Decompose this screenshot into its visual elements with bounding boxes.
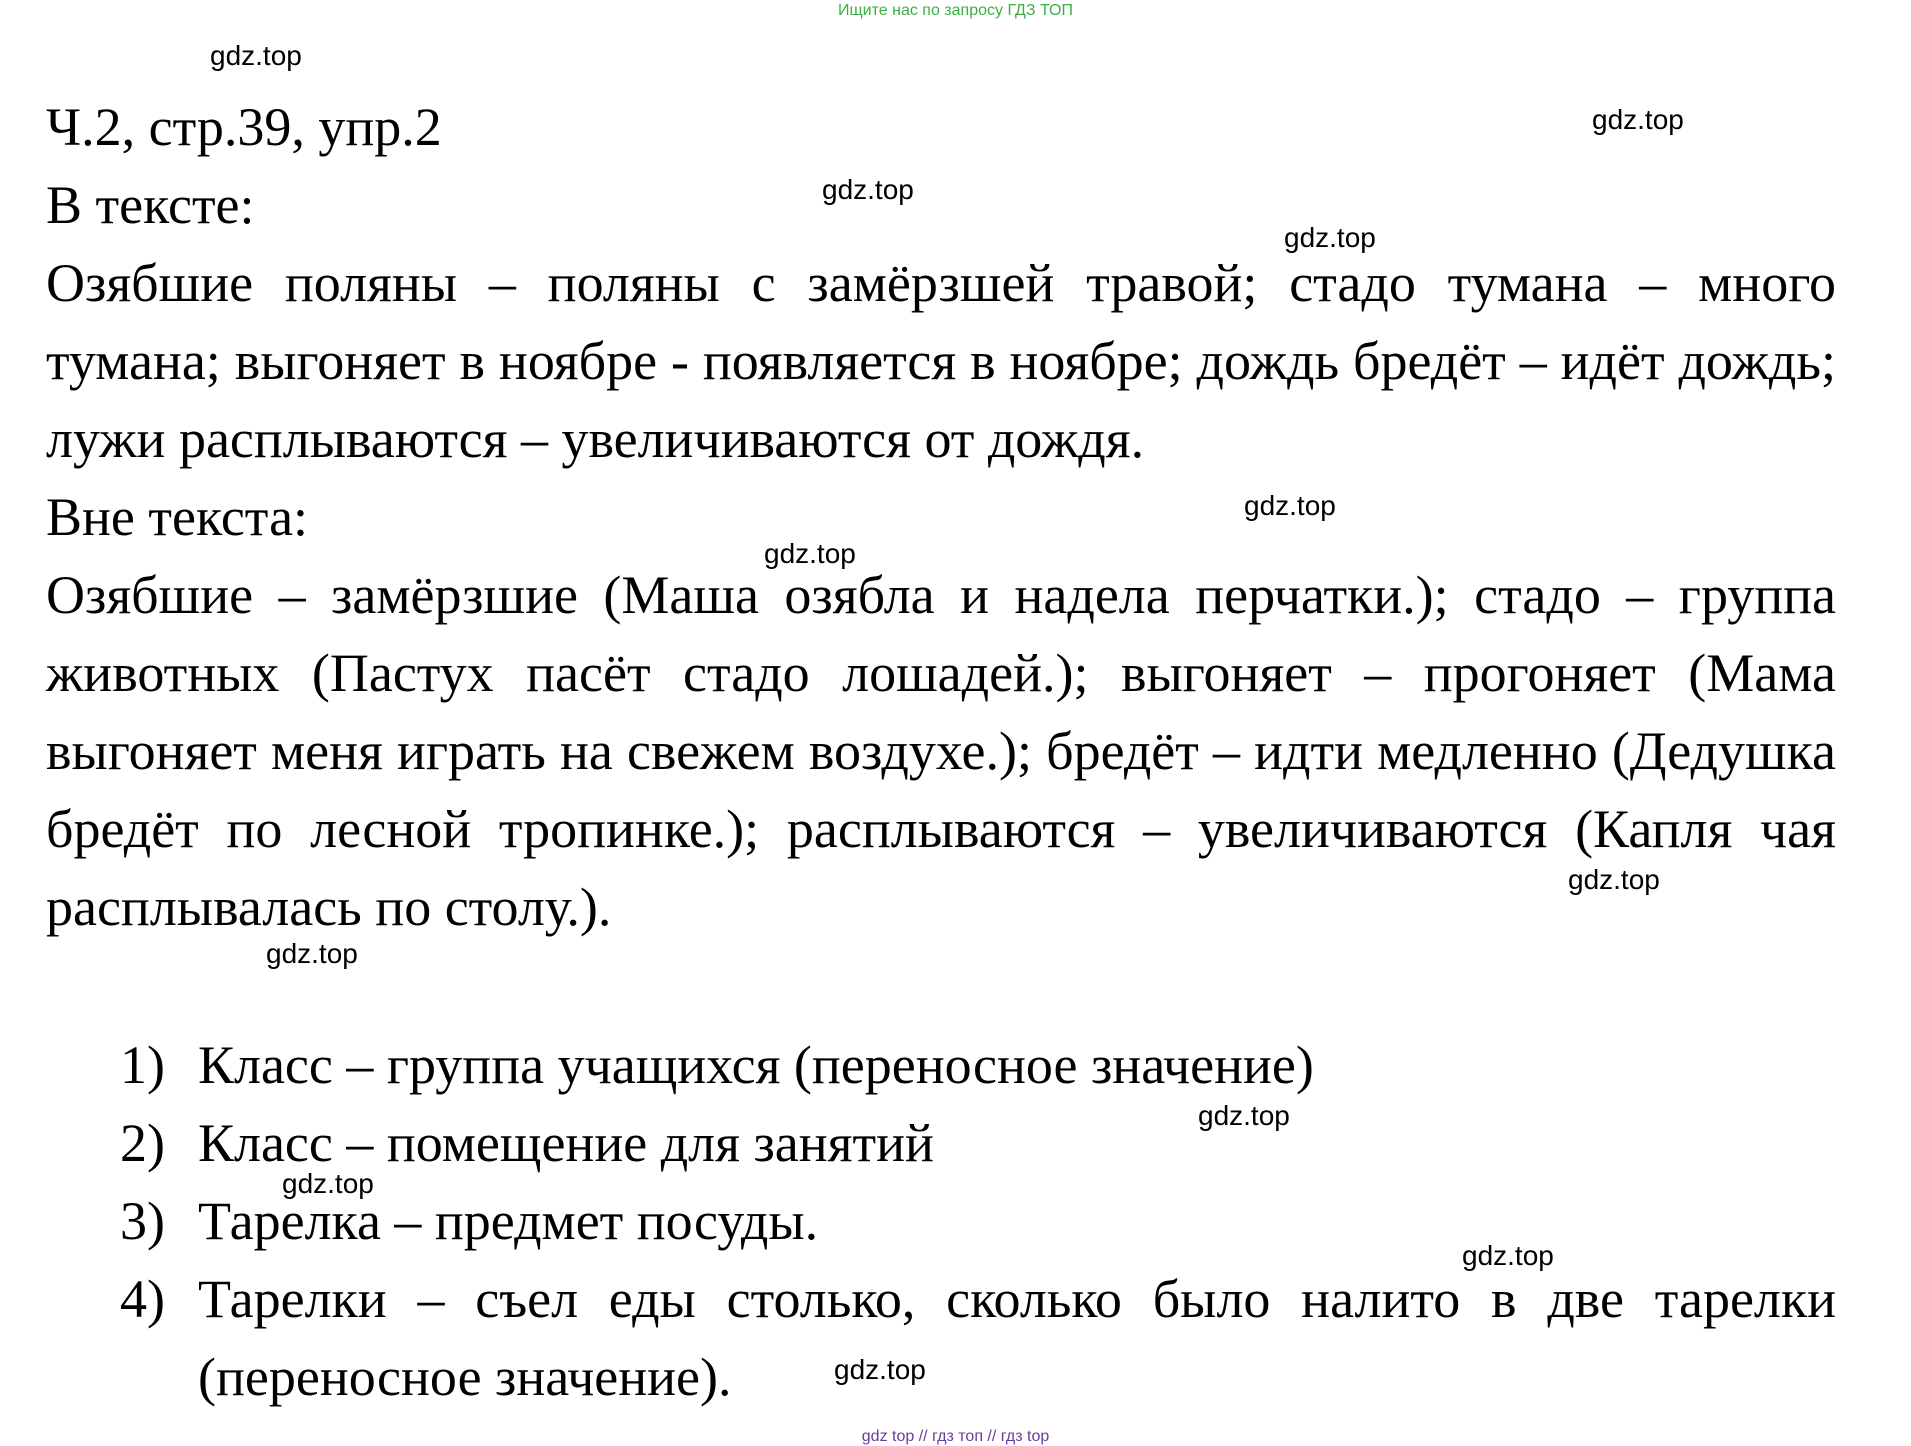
- watermark: gdz.top: [1568, 864, 1660, 895]
- watermark: gdz.top: [1284, 222, 1376, 253]
- watermark: gdz.top: [1198, 1100, 1290, 1131]
- list-item-number: 1): [120, 1035, 165, 1095]
- section-label-in-text: В тексте:: [46, 175, 255, 235]
- list-item-text: Класс – группа учащихся (переносное значение): [198, 1035, 1314, 1095]
- section-label-out-text: Вне текста:: [46, 487, 309, 547]
- list-item: [120, 1182, 1836, 1260]
- watermark: gdz.top: [282, 1168, 374, 1199]
- watermark: gdz.top: [266, 938, 358, 969]
- top-banner: Ищите нас по запросу ГДЗ ТОП: [838, 2, 1073, 19]
- list-item: [120, 1104, 1836, 1182]
- list-item: [120, 1026, 1836, 1104]
- section-body-out-text: Озябшие – замёрзшие (Маша озябла и надела перчатки.); стадо – группа животных (Пастух пасёт стадо лошадей.); выгоняет – прогоняет (Мама выгоняет меня играть на свежем воздухе.); бредёт – идти медленно (Дедушка бредёт по лесной тропинке.); расплываются – увеличиваются (Капля чая расплывалась по столу.).: [46, 565, 1836, 937]
- list-item: [120, 1260, 1836, 1416]
- list-item-number: 2): [120, 1113, 165, 1173]
- watermark: gdz.top: [1244, 490, 1336, 521]
- watermark: gdz.top: [210, 40, 302, 71]
- numbered-list: [120, 1026, 1836, 1416]
- watermark: gdz.top: [1592, 104, 1684, 135]
- watermark: gdz.top: [764, 538, 856, 569]
- list-item-text: Класс – помещение для занятий: [198, 1113, 934, 1173]
- list-item-text: Тарелка – предмет посуды.: [198, 1191, 819, 1251]
- list-item-text: Тарелки – съел еды столько, сколько было налито в две тарелки (переносное значение).: [198, 1269, 1836, 1407]
- page-title: Ч.2, стр.39, упр.2: [46, 97, 442, 157]
- list-item-number: 4): [120, 1269, 165, 1329]
- list-item-number: 3): [120, 1191, 165, 1251]
- watermark: gdz.top: [1462, 1240, 1554, 1271]
- footer: gdz top // гдз топ // гдз top: [861, 1428, 1050, 1445]
- section-body-in-text: Озябшие поляны – поляны с замёрзшей травой; стадо тумана – много тумана; выгоняет в ноябре - появляется в ноябре; дождь бредёт – идёт дождь; лужи расплываются – увеличиваются от дождя.: [46, 253, 1836, 469]
- watermark: gdz.top: [834, 1354, 926, 1385]
- watermark: gdz.top: [822, 174, 914, 205]
